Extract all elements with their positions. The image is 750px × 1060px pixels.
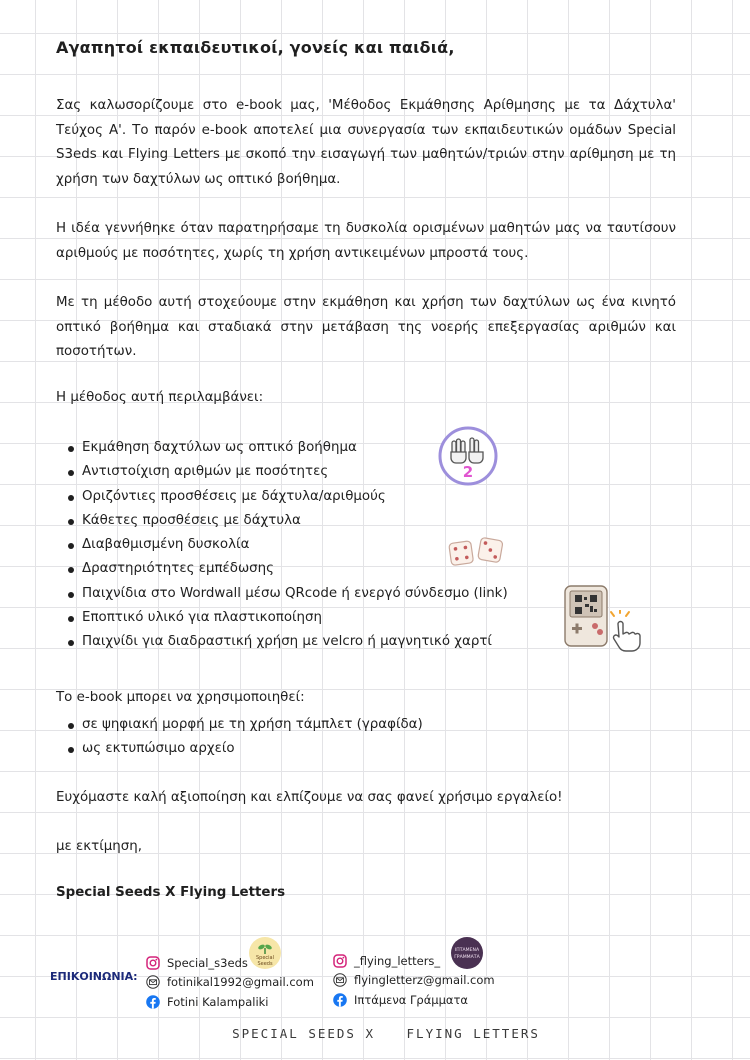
closing-wish: Ευχόμαστε καλή αξιοποίηση και ελπίζουμε να σας φανεί χρήσιμο εργαλείο! bbox=[56, 790, 563, 805]
special-seeds-logo bbox=[248, 936, 282, 970]
flying-letters-facebook[interactable] bbox=[333, 990, 495, 1010]
logo-text: ΓΡΑΜΜΑΤΑ bbox=[454, 955, 480, 960]
instagram-icon bbox=[146, 956, 160, 970]
email-address: flyingletterz@gmail.com bbox=[354, 973, 495, 988]
flying-letters-logo bbox=[450, 936, 484, 970]
dice-icon bbox=[446, 534, 508, 570]
facebook-icon bbox=[333, 993, 347, 1007]
instagram-handle: Special_s3eds bbox=[167, 955, 248, 970]
pointing-hand-icon bbox=[606, 610, 646, 652]
special-seeds-instagram[interactable] bbox=[146, 953, 314, 973]
signature: Special Seeds X Flying Letters bbox=[56, 885, 286, 900]
special-seeds-email[interactable] bbox=[146, 973, 314, 993]
list-item: Παιχνίδια στο Wordwall μέσω QRcode ή ενεργό σύνδεσμο (link) bbox=[82, 582, 508, 606]
flying-letters-email[interactable] bbox=[333, 971, 495, 991]
logo-text: Seeds bbox=[257, 961, 273, 967]
special-seeds-contacts bbox=[146, 953, 314, 1012]
email-address: fotinikal1992@gmail.com bbox=[167, 975, 314, 990]
logo-text: Special bbox=[255, 955, 275, 961]
facebook-name: Fotini Kalampaliki bbox=[167, 994, 269, 1009]
list-item: Αντιστοίχιση αριθμών με ποσότητες bbox=[82, 460, 508, 484]
list-item: Κάθετες προσθέσεις με δάχτυλα bbox=[82, 509, 508, 533]
facebook-name: Ιπτάμενα Γράμματα bbox=[354, 992, 469, 1007]
list-item: Διαβαθμισμένη δυσκολία bbox=[82, 533, 508, 557]
email-icon bbox=[333, 973, 347, 987]
intro-paragraph: Σας καλωσορίζουμε στο e-book μας, 'Μέθοδος Εκμάθησης Αρίθμησης με τα Δάχτυλα' Τεύχος Α'. Το παρόν e-book αποτελεί μια συνεργασία των εκπαιδευτικών ομάδων Special S3eds και Flying Letters με σκοπό την εισαγωγή των μαθητών/τριών στην αρίθμηση με τη χρήση των δαχτύλων ως οπτικό βοήθημα. bbox=[56, 98, 676, 187]
list-item: ως εκτυπώσιμο αρχείο bbox=[82, 737, 423, 761]
closing-regards: με εκτίμηση, bbox=[56, 839, 142, 854]
greeting-heading: Αγαπητοί εκπαιδευτικοί, γονείς και παιδιά, bbox=[56, 38, 455, 57]
instagram-icon bbox=[333, 954, 347, 968]
facebook-icon bbox=[146, 995, 160, 1009]
contact-label: ΕΠΙΚΟΙΝΩΝΙΑ: bbox=[50, 970, 138, 983]
hands-badge-number: 2 bbox=[462, 463, 474, 481]
features-heading: Η μέθοδος αυτή περιλαμβάνει: bbox=[56, 390, 264, 405]
list-item: Εκμάθηση δαχτύλων ως οπτικό βοήθημα bbox=[82, 436, 508, 460]
instagram-handle: _flying_letters_ bbox=[354, 953, 441, 968]
footer-right: FLYING LETTERS bbox=[406, 1026, 540, 1041]
list-item: Εποπτικό υλικό για πλαστικοποίηση bbox=[82, 606, 508, 630]
logo-text: ΙΠΤΑΜΕΝΑ bbox=[454, 948, 480, 953]
special-seeds-facebook[interactable] bbox=[146, 992, 314, 1012]
idea-paragraph: Η ιδέα γεννήθηκε όταν παρατηρήσαμε τη δυσκολία ορισμένων μαθητών μας να ταυτίσουν αριθμούς με ποσότητες, χωρίς τη χρήση αντικειμένων μπροστά τους. bbox=[56, 221, 676, 261]
uses-list bbox=[56, 713, 423, 762]
footer-brand bbox=[0, 1026, 750, 1041]
game-console-icon bbox=[563, 584, 609, 648]
list-item: Παιχνίδι για διαδραστική χρήση με velcro ή μαγνητικό χαρτί bbox=[82, 630, 508, 654]
email-icon bbox=[146, 975, 160, 989]
list-item: σε ψηφιακή μορφή με τη χρήση τάμπλετ (γραφίδα) bbox=[82, 713, 423, 737]
footer-left: SPECIAL SEEDS X bbox=[232, 1026, 375, 1041]
uses-heading: Το e-book μπορει να χρησιμοποιηθεί: bbox=[56, 690, 305, 705]
hands-icon bbox=[437, 425, 499, 487]
goal-paragraph: Με τη μέθοδο αυτή στοχεύουμε στην εκμάθηση και χρήση των δαχτύλων ως ένα κινητό οπτικό βοήθημα και σταδιακά στην μετάβαση της νοερής επεξεργασίας αριθμών και ποσοτήτων. bbox=[56, 295, 676, 359]
list-item: Δραστηριότητες εμπέδωσης bbox=[82, 557, 508, 581]
list-item: Οριζόντιες προσθέσεις με δάχτυλα/αριθμούς bbox=[82, 485, 508, 509]
